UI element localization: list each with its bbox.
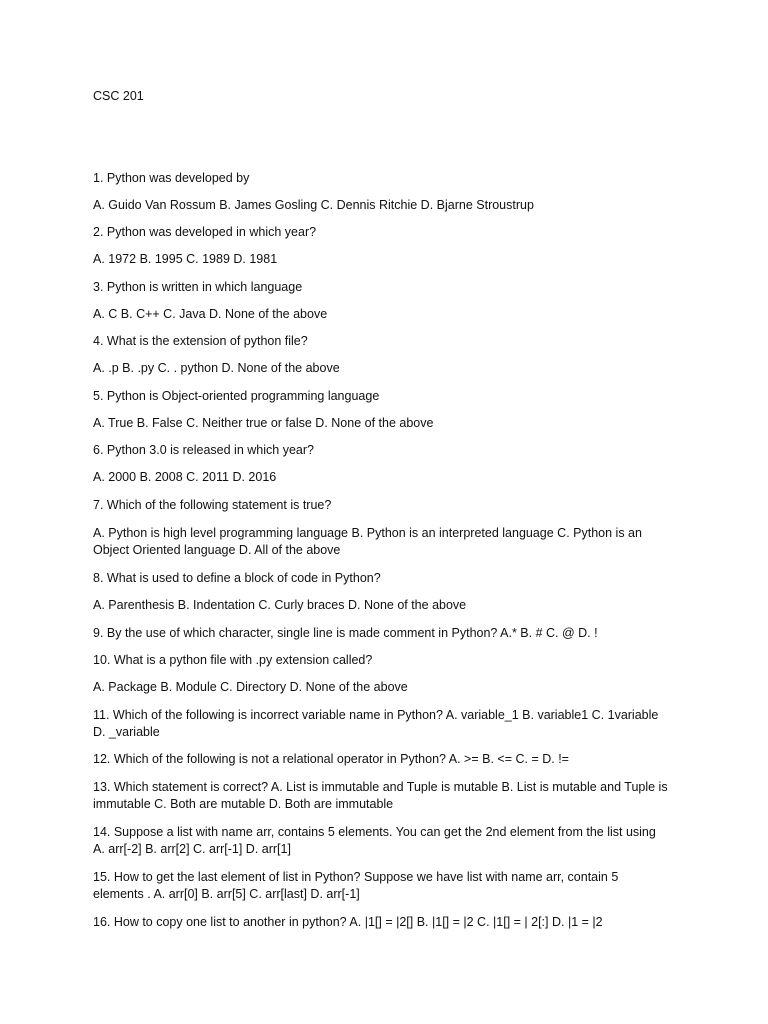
answer-options-3: A. C B. C++ C. Java D. None of the above bbox=[93, 307, 328, 321]
answer-options-6: A. 2000 B. 2008 C. 2011 D. 2016 bbox=[93, 470, 277, 484]
question-5: 5. Python is Object-oriented programming language bbox=[93, 389, 380, 403]
question-10: 10. What is a python file with .py extension called? bbox=[93, 653, 373, 667]
question-9: 9. By the use of which character, single line is made comment in Python? A.* B. # C. @ D. ! bbox=[93, 626, 598, 640]
question-13: 13. Which statement is correct? A. List is immutable and Tuple is mutable B. List is mutable and Tuple is immutable C. Both are mutable D. Both are immutable bbox=[93, 780, 668, 811]
question-6: 6. Python 3.0 is released in which year? bbox=[93, 443, 314, 457]
answer-options-7: A. Python is high level programming language B. Python is an interpreted language C. Python is an Object Oriented language D. All of the above bbox=[93, 526, 642, 557]
question-3: 3. Python is written in which language bbox=[93, 280, 303, 294]
answer-options-4: A. .p B. .py C. . python D. None of the above bbox=[93, 361, 340, 375]
answer-options-1: A. Guido Van Rossum B. James Gosling C. Dennis Ritchie D. Bjarne Stroustrup bbox=[93, 198, 534, 212]
course-code: CSC 201 bbox=[93, 89, 144, 103]
question-8: 8. What is used to define a block of code in Python? bbox=[93, 571, 381, 585]
answer-options-10: A. Package B. Module C. Directory D. None of the above bbox=[93, 680, 408, 694]
question-12: 12. Which of the following is not a relational operator in Python? A. >= B. <= C. = D. != bbox=[93, 752, 569, 766]
question-1: 1. Python was developed by bbox=[93, 171, 250, 185]
answer-options-5: A. True B. False C. Neither true or false D. None of the above bbox=[93, 416, 434, 430]
question-14: 14. Suppose a list with name arr, contains 5 elements. You can get the 2nd element from the list using A. arr[-2] B. arr[2] C. arr[-1] D. arr[1] bbox=[93, 825, 656, 856]
question-11: 11. Which of the following is incorrect variable name in Python? A. variable_1 B. variable1 C. 1variable D. _variable bbox=[93, 708, 659, 739]
answer-options-8: A. Parenthesis B. Indentation C. Curly braces D. None of the above bbox=[93, 598, 467, 612]
answer-options-2: A. 1972 B. 1995 C. 1989 D. 1981 bbox=[93, 252, 278, 266]
question-15: 15. How to get the last element of list in Python? Suppose we have list with name arr, contain 5 elements . A. arr[0] B. arr[5] C. arr[last] D. arr[-1] bbox=[93, 870, 619, 901]
question-16: 16. How to copy one list to another in python? A. |1[] = |2[] B. |1[] = |2 C. |1[] = | 2[:] D. |1 = |2 bbox=[93, 915, 603, 929]
question-4: 4. What is the extension of python file? bbox=[93, 334, 308, 348]
question-2: 2. Python was developed in which year? bbox=[93, 225, 317, 239]
question-7: 7. Which of the following statement is true? bbox=[93, 498, 332, 512]
